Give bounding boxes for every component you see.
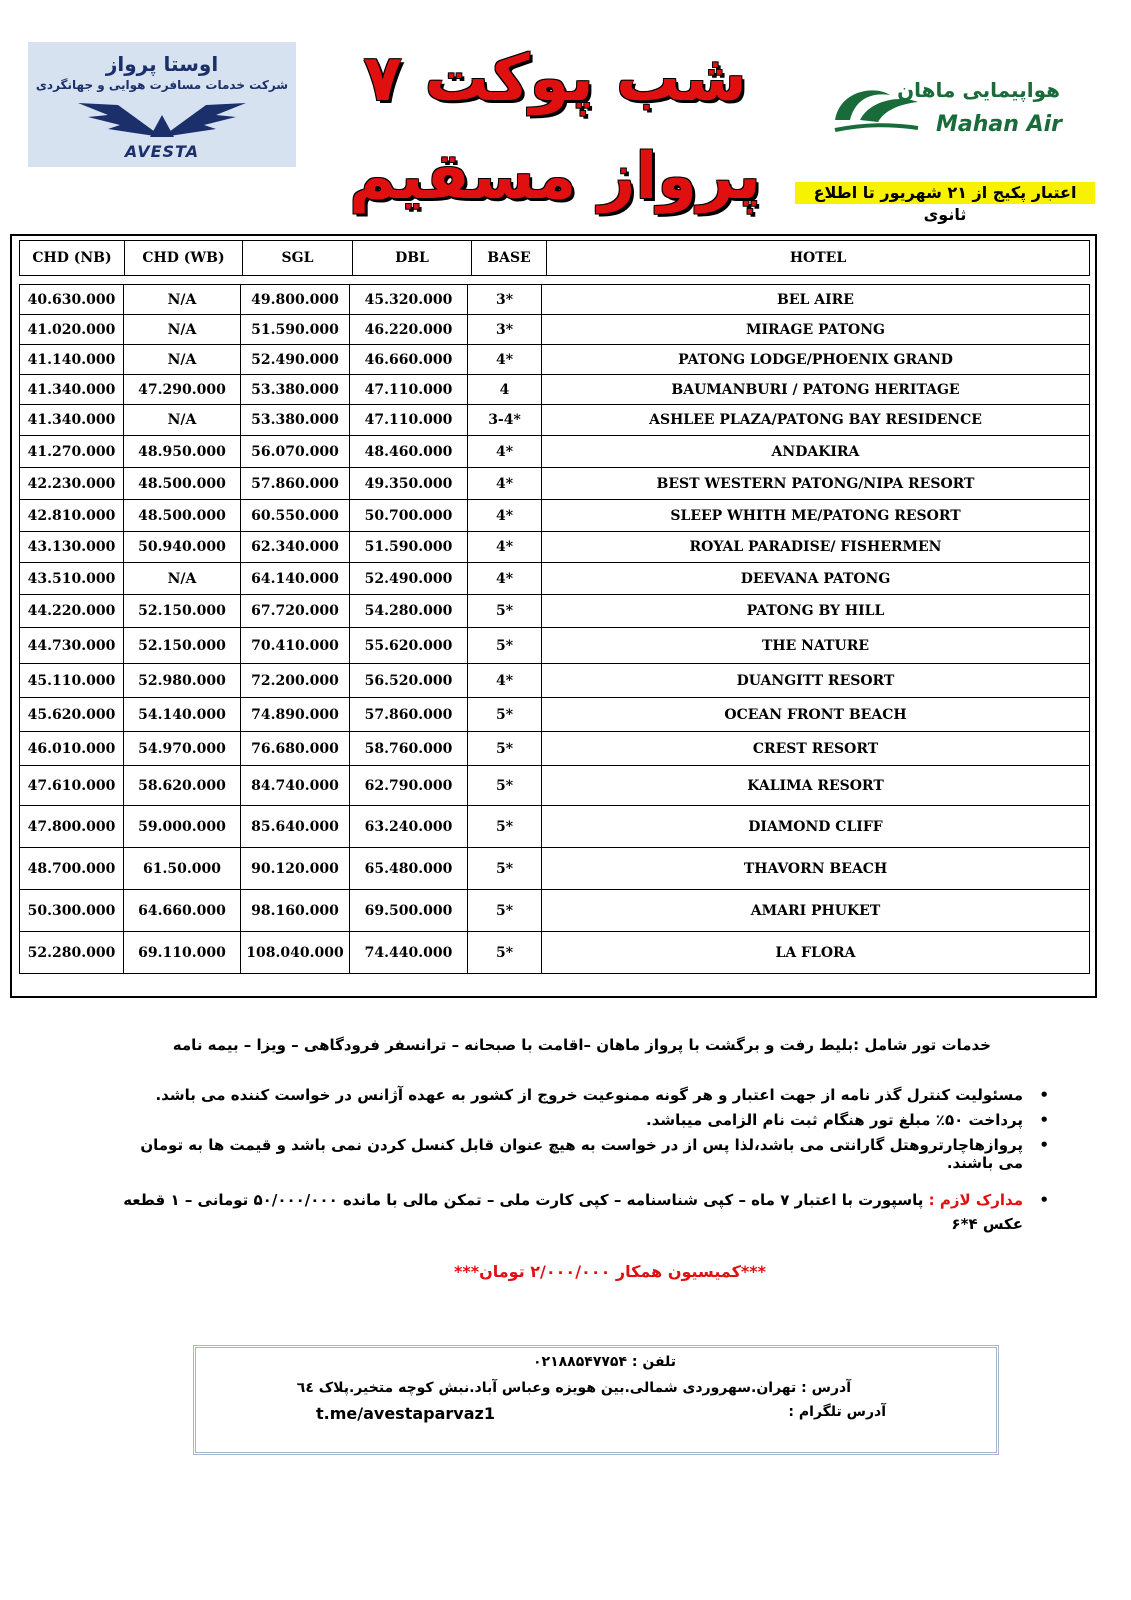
page-title-line2: پرواز مسقیم: [349, 140, 761, 214]
note-documents: [123, 1188, 1023, 1236]
table-row: [20, 532, 1090, 563]
col-header-sgl: SGL: [243, 241, 353, 276]
cell-dbl: 51.590.000: [350, 532, 468, 563]
cell-hotel: BAUMANBURI / PATONG HERITAGE: [542, 375, 1090, 405]
cell-base: 5*: [468, 932, 542, 974]
cell-hotel: BEST WESTERN PATONG/NIPA RESORT: [542, 468, 1090, 500]
cell-chd-nb: 40.630.000: [20, 285, 124, 315]
mahan-logo-fa: هواپیمایی ماهان: [897, 78, 1060, 102]
cell-sgl: 53.380.000: [241, 375, 350, 405]
cell-hotel: CREST RESORT: [542, 732, 1090, 766]
cell-base: 3*: [468, 315, 542, 345]
cell-base: 4: [468, 375, 542, 405]
price-table: [10, 234, 1097, 998]
cell-chd-wb: 61.50.000: [124, 848, 241, 890]
contact-address: آدرس : تهران.سهروردی شمالی.بین هویزه وعباس آباد.نبش کوچه متخیر.پلاک ٦٤: [296, 1380, 851, 1396]
table-row: [20, 375, 1090, 405]
cell-chd-nb: 44.220.000: [20, 595, 124, 628]
table-row: [20, 848, 1090, 890]
cell-chd-wb: 52.150.000: [124, 628, 241, 664]
table-row: [20, 595, 1090, 628]
cell-chd-nb: 42.230.000: [20, 468, 124, 500]
cell-chd-wb: 54.140.000: [124, 698, 241, 732]
cell-hotel: THE NATURE: [542, 628, 1090, 664]
telegram-link[interactable]: t.me/avestaparvaz1: [316, 1404, 495, 1423]
cell-dbl: 50.700.000: [350, 500, 468, 532]
table-row: [20, 500, 1090, 532]
cell-chd-nb: 46.010.000: [20, 732, 124, 766]
avesta-logo-name: اوستا پرواز: [105, 52, 219, 76]
cell-base: 4*: [468, 468, 542, 500]
cell-chd-nb: 47.800.000: [20, 806, 124, 848]
cell-sgl: 53.380.000: [241, 405, 350, 436]
cell-hotel: KALIMA RESORT: [542, 766, 1090, 806]
cell-chd-nb: 41.270.000: [20, 436, 124, 468]
cell-hotel: LA FLORA: [542, 932, 1090, 974]
avesta-logo: [28, 42, 296, 167]
cell-dbl: 49.350.000: [350, 468, 468, 500]
cell-chd-wb: 59.000.000: [124, 806, 241, 848]
table-row: [20, 563, 1090, 595]
cell-dbl: 47.110.000: [350, 405, 468, 436]
cell-chd-wb: 48.500.000: [124, 500, 241, 532]
telegram-label: آدرس تلگرام :: [788, 1404, 886, 1420]
documents-label: مدارک لازم :: [928, 1191, 1023, 1209]
cell-dbl: 47.110.000: [350, 375, 468, 405]
cell-hotel: THAVORN BEACH: [542, 848, 1090, 890]
cell-sgl: 62.340.000: [241, 532, 350, 563]
cell-base: 4*: [468, 532, 542, 563]
cell-hotel: PATONG LODGE/PHOENIX GRAND: [542, 345, 1090, 375]
cell-chd-wb: 48.500.000: [124, 468, 241, 500]
cell-sgl: 85.640.000: [241, 806, 350, 848]
cell-chd-nb: 48.700.000: [20, 848, 124, 890]
cell-base: 5*: [468, 848, 542, 890]
table-row: [20, 628, 1090, 664]
cell-dbl: 63.240.000: [350, 806, 468, 848]
cell-base: 4*: [468, 345, 542, 375]
cell-hotel: DIAMOND CLIFF: [542, 806, 1090, 848]
cell-base: 4*: [468, 500, 542, 532]
table-row: [20, 405, 1090, 436]
cell-chd-nb: 52.280.000: [20, 932, 124, 974]
cell-chd-wb: 64.660.000: [124, 890, 241, 932]
cell-chd-wb: 58.620.000: [124, 766, 241, 806]
cell-hotel: OCEAN FRONT BEACH: [542, 698, 1090, 732]
cell-base: 5*: [468, 698, 542, 732]
cell-sgl: 76.680.000: [241, 732, 350, 766]
cell-dbl: 54.280.000: [350, 595, 468, 628]
cell-sgl: 60.550.000: [241, 500, 350, 532]
cell-base: 5*: [468, 806, 542, 848]
note-passport: • مسئولیت کنترل گذر نامه از جهت اعتبار و هر گونه ممنوعیت خروج از کشور به عهده آژانس در خواست کننده می باشد.: [123, 1086, 1023, 1104]
col-header-dbl: DBL: [353, 241, 472, 276]
cell-chd-wb: 69.110.000: [124, 932, 241, 974]
cell-base: 3-4*: [468, 405, 542, 436]
cell-chd-wb: 52.150.000: [124, 595, 241, 628]
cell-base: 5*: [468, 595, 542, 628]
cell-hotel: DUANGITT RESORT: [542, 664, 1090, 698]
col-header-hotel: HOTEL: [547, 241, 1090, 276]
cell-chd-wb: 47.290.000: [124, 375, 241, 405]
documents-text: پاسپورت با اعتبار ۷ ماه – کپی شناسنامه – کپی کارت ملی – تمکن مالی با مانده ۵۰/۰۰۰/۰۰۰ تومانی – ۱ قطعه عکس ۴*۶: [123, 1191, 1023, 1233]
cell-base: 5*: [468, 628, 542, 664]
cell-sgl: 84.740.000: [241, 766, 350, 806]
cell-dbl: 62.790.000: [350, 766, 468, 806]
cell-hotel: ROYAL PARADISE/ FISHERMEN: [542, 532, 1090, 563]
cell-chd-nb: 47.610.000: [20, 766, 124, 806]
cell-chd-wb: N/A: [124, 405, 241, 436]
cell-dbl: 69.500.000: [350, 890, 468, 932]
table-row: [20, 664, 1090, 698]
contact-box: [193, 1345, 999, 1455]
cell-sgl: 108.040.000: [241, 932, 350, 974]
cell-chd-wb: N/A: [124, 285, 241, 315]
cell-chd-wb: 52.980.000: [124, 664, 241, 698]
table-body: [19, 284, 1090, 974]
cell-chd-nb: 42.810.000: [20, 500, 124, 532]
avesta-logo-en: AVESTA: [124, 142, 200, 161]
cell-sgl: 98.160.000: [241, 890, 350, 932]
cell-dbl: 48.460.000: [350, 436, 468, 468]
col-header-chd-nb: CHD (NB): [20, 241, 125, 276]
cell-chd-nb: 50.300.000: [20, 890, 124, 932]
cell-hotel: AMARI PHUKET: [542, 890, 1090, 932]
mahan-air-logo: [830, 70, 1080, 150]
table-row: [20, 315, 1090, 345]
table-row: [20, 890, 1090, 932]
cell-chd-wb: 48.950.000: [124, 436, 241, 468]
cell-chd-nb: 41.340.000: [20, 375, 124, 405]
cell-hotel: MIRAGE PATONG: [542, 315, 1090, 345]
note-payment: • پرداخت ۵۰٪ مبلغ تور هنگام ثبت نام الزامی میباشد.: [123, 1111, 1023, 1129]
cell-sgl: 52.490.000: [241, 345, 350, 375]
table-row: [20, 468, 1090, 500]
wings-icon: [78, 97, 246, 143]
cell-dbl: 74.440.000: [350, 932, 468, 974]
table-row: [20, 932, 1090, 974]
cell-base: 4*: [468, 664, 542, 698]
table-row: [20, 436, 1090, 468]
table-row: [20, 766, 1090, 806]
cell-chd-wb: 50.940.000: [124, 532, 241, 563]
cell-sgl: 74.890.000: [241, 698, 350, 732]
cell-hotel: ASHLEE PLAZA/PATONG BAY RESIDENCE: [542, 405, 1090, 436]
table-header: [19, 240, 1090, 276]
cell-base: 3*: [468, 285, 542, 315]
cell-base: 5*: [468, 766, 542, 806]
cell-sgl: 49.800.000: [241, 285, 350, 315]
table-row: [20, 732, 1090, 766]
cell-chd-nb: 45.620.000: [20, 698, 124, 732]
col-header-base: BASE: [472, 241, 547, 276]
cell-chd-nb: 41.020.000: [20, 315, 124, 345]
cell-chd-wb: N/A: [124, 345, 241, 375]
cell-chd-wb: N/A: [124, 315, 241, 345]
cell-base: 4*: [468, 563, 542, 595]
cell-chd-wb: N/A: [124, 563, 241, 595]
included-services: خدمات تور شامل :بلیط رفت و برگشت با پرواز ماهان –اقامت با صبحانه – ترانسفر فرودگاهی – ویزا – بیمه نامه: [172, 1036, 991, 1054]
cell-dbl: 55.620.000: [350, 628, 468, 664]
cell-dbl: 58.760.000: [350, 732, 468, 766]
cell-sgl: 90.120.000: [241, 848, 350, 890]
cell-chd-nb: 41.340.000: [20, 405, 124, 436]
cell-hotel: DEEVANA PATONG: [542, 563, 1090, 595]
cell-dbl: 52.490.000: [350, 563, 468, 595]
note-guarantee: • پروازهاچارتروهتل گارانتی می باشد،لذا پس از در خواست به هیچ عنوان قابل کنسل کردن نمی باشد و قیمت ها به تومان می باشند.: [123, 1136, 1023, 1172]
cell-sgl: 64.140.000: [241, 563, 350, 595]
cell-sgl: 72.200.000: [241, 664, 350, 698]
cell-sgl: 70.410.000: [241, 628, 350, 664]
cell-chd-nb: 45.110.000: [20, 664, 124, 698]
mahan-logo-en: Mahan Air: [936, 112, 1062, 137]
table-row: [20, 806, 1090, 848]
col-header-chd-wb: CHD (WB): [125, 241, 243, 276]
cell-sgl: 67.720.000: [241, 595, 350, 628]
cell-base: 4*: [468, 436, 542, 468]
table-row: [20, 698, 1090, 732]
cell-chd-nb: 41.140.000: [20, 345, 124, 375]
table-row: [20, 345, 1090, 375]
cell-dbl: 45.320.000: [350, 285, 468, 315]
cell-chd-nb: 43.510.000: [20, 563, 124, 595]
validity-banner: اعتبار پکیج از ۲۱ شهریور تا اطلاع ثانوی: [795, 182, 1095, 204]
contact-phone: تلفن : ۰۲۱۸۸۵۴۷۷۵۴: [533, 1354, 676, 1370]
table-row: [20, 285, 1090, 315]
cell-hotel: SLEEP WHITH ME/PATONG RESORT: [542, 500, 1090, 532]
commission-note: ***کمیسیون همکار ۲/۰۰۰/۰۰۰ تومان***: [454, 1262, 766, 1281]
cell-chd-nb: 44.730.000: [20, 628, 124, 664]
cell-sgl: 56.070.000: [241, 436, 350, 468]
cell-dbl: 46.220.000: [350, 315, 468, 345]
cell-dbl: 56.520.000: [350, 664, 468, 698]
cell-sgl: 57.860.000: [241, 468, 350, 500]
cell-chd-wb: 54.970.000: [124, 732, 241, 766]
cell-dbl: 57.860.000: [350, 698, 468, 732]
cell-hotel: BEL AIRE: [542, 285, 1090, 315]
cell-dbl: 46.660.000: [350, 345, 468, 375]
cell-sgl: 51.590.000: [241, 315, 350, 345]
cell-base: 5*: [468, 732, 542, 766]
cell-base: 5*: [468, 890, 542, 932]
cell-hotel: PATONG BY HILL: [542, 595, 1090, 628]
cell-chd-nb: 43.130.000: [20, 532, 124, 563]
avesta-logo-subtitle: شرکت خدمات مسافرت هوایی و جهانگردی: [35, 78, 289, 92]
cell-hotel: ANDAKIRA: [542, 436, 1090, 468]
page-title-line1: ۷ شب پوکت: [363, 42, 747, 116]
cell-dbl: 65.480.000: [350, 848, 468, 890]
